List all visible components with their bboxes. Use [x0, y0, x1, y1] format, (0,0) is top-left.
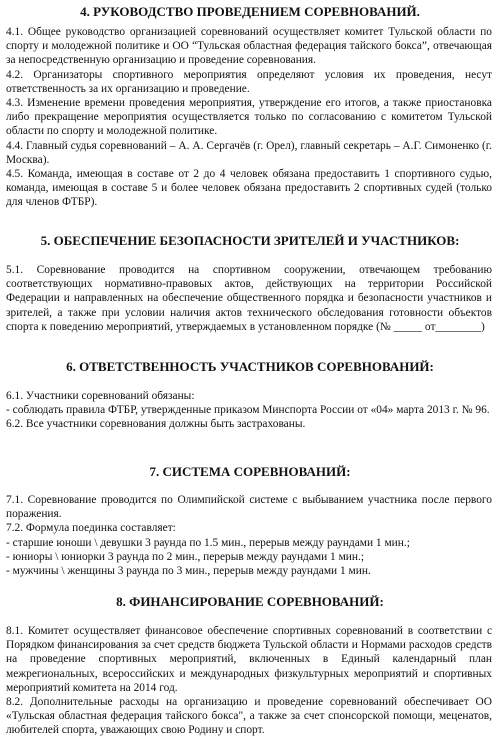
section-7-body [6, 493, 492, 578]
section-5-heading: 5. ОБЕСПЕЧЕНИЕ БЕЗОПАСНОСТИ ЗРИТЕЛЕЙ И УЧАСТНИКОВ: [40, 233, 460, 248]
paragraph-8-2: 8.2. Дополнительные расходы на организацию и проведение соревнований обеспечивает ОО «Тульская областная федерация тайского бокса", а также за счет спонсорской помощи, меценатов, любителей спорта, уважающих свою Родину и спорт. [6, 696, 492, 737]
paragraph-7-1: 7.1. Соревнование проводится по Олимпийской системе с выбыванием участника после первого поражения. [6, 494, 492, 521]
paragraph-4-1: 4.1. Общее руководство организацией соревнований осуществляет комитет Тульской области по спорту и молодежной политике и ОО “Тульская областная федерация тайского бокса”, отвечающая за непосредственную организацию и проведение соревнования. [6, 26, 492, 67]
bout-formula-juniors: - юниоры \ юниорки 3 раунда по 2 мин., перерыв между раундами 1 мин.; [6, 550, 365, 563]
section-7-heading: 7. СИСТЕМА СОРЕВНОВАНИЙ: [149, 464, 351, 479]
paragraph-4-4: 4.4. Главный судья соревнований – А. А. Сергачёв (г. Орел), главный секретарь – А.Г. Симоненко (г. Москва). [6, 139, 492, 166]
paragraph-6-1: 6.1. Участники соревнований обязаны: [6, 390, 195, 402]
section-4-heading: 4. РУКОВОДСТВО ПРОВЕДЕНИЕМ СОРЕВНОВАНИЙ. [80, 4, 420, 19]
section-8-heading: 8. ФИНАНСИРОВАНИЕ СОРЕВНОВАНИЙ: [116, 594, 384, 609]
paragraph-4-5: 4.5. Команда, имеющая в составе от 2 до 4 человек обязана предоставить 1 спортивного судью, команда, имеющая в составе 5 и более человек обязана предоставить 2 спортивных судей (только для членов ФТБР). [6, 168, 492, 209]
paragraph-6-2: 6.2. Все участники соревнования должны быть застрахованы. [6, 418, 306, 431]
paragraph-8-1: 8.1. Комитет осуществляет финансовое обеспечение спортивных соревнований в соответствии с Порядком финансирования за счет средств бюджета Тульской области и Нормами расходов средств на проведение спортивных мероприятий, включенных в Единый календарный план межрегиональных, всероссийских и международных физкультурных мероприятий и спортивных мероприятий комитета на 2014 год. [6, 625, 492, 694]
paragraph-4-2: 4.2. Организаторы спортивного мероприятия определяют условия их проведения, несут ответственность за их организацию и проведение. [6, 68, 492, 95]
bout-formula-seniors: - старшие юноши \ девушки 3 раунда по 1.5 мин., перерыв между раундами 1 мин.; [6, 536, 410, 549]
paragraph-6-1-item: - соблюдать правила ФТБР, утвержденные приказом Минспорта России от «04» марта 2013 г. № 96. [6, 404, 490, 417]
section-6-heading: 6. ОТВЕТСТВЕННОСТЬ УЧАСТНИКОВ СОРЕВНОВАНИЙ: [66, 359, 434, 374]
paragraph-4-3: 4.3. Изменение времени проведения мероприятия, утверждение его итогов, а также приостановка либо прекращение мероприятия осуществляется только по согласованию с комитетом Тульской области по спорту и молодежной политике. [6, 97, 492, 138]
section-4-body [6, 25, 492, 210]
paragraph-5-1: 5.1. Соревнование проводится на спортивном сооружении, отвечающем требованию соответствующих нормативно-правовых актов, действующих на территории Российской Федерации и направленных на обеспечение общественного порядка и безопасности участников и зрителей, а также при условии наличия актов технического обследования готовности объектов спорта к поведению мероприятий, утверждаемых в установленном порядке (№ _____ от________) [6, 264, 492, 333]
bout-formula-adults: - мужчины \ женщины 3 раунда по 3 мин., перерыв между раундами 1 мин. [6, 565, 371, 578]
section-5-body [6, 263, 492, 334]
section-6-body [6, 389, 492, 432]
section-8-body [6, 624, 492, 738]
paragraph-7-2: 7.2. Формула поединка составляет: [6, 522, 176, 535]
